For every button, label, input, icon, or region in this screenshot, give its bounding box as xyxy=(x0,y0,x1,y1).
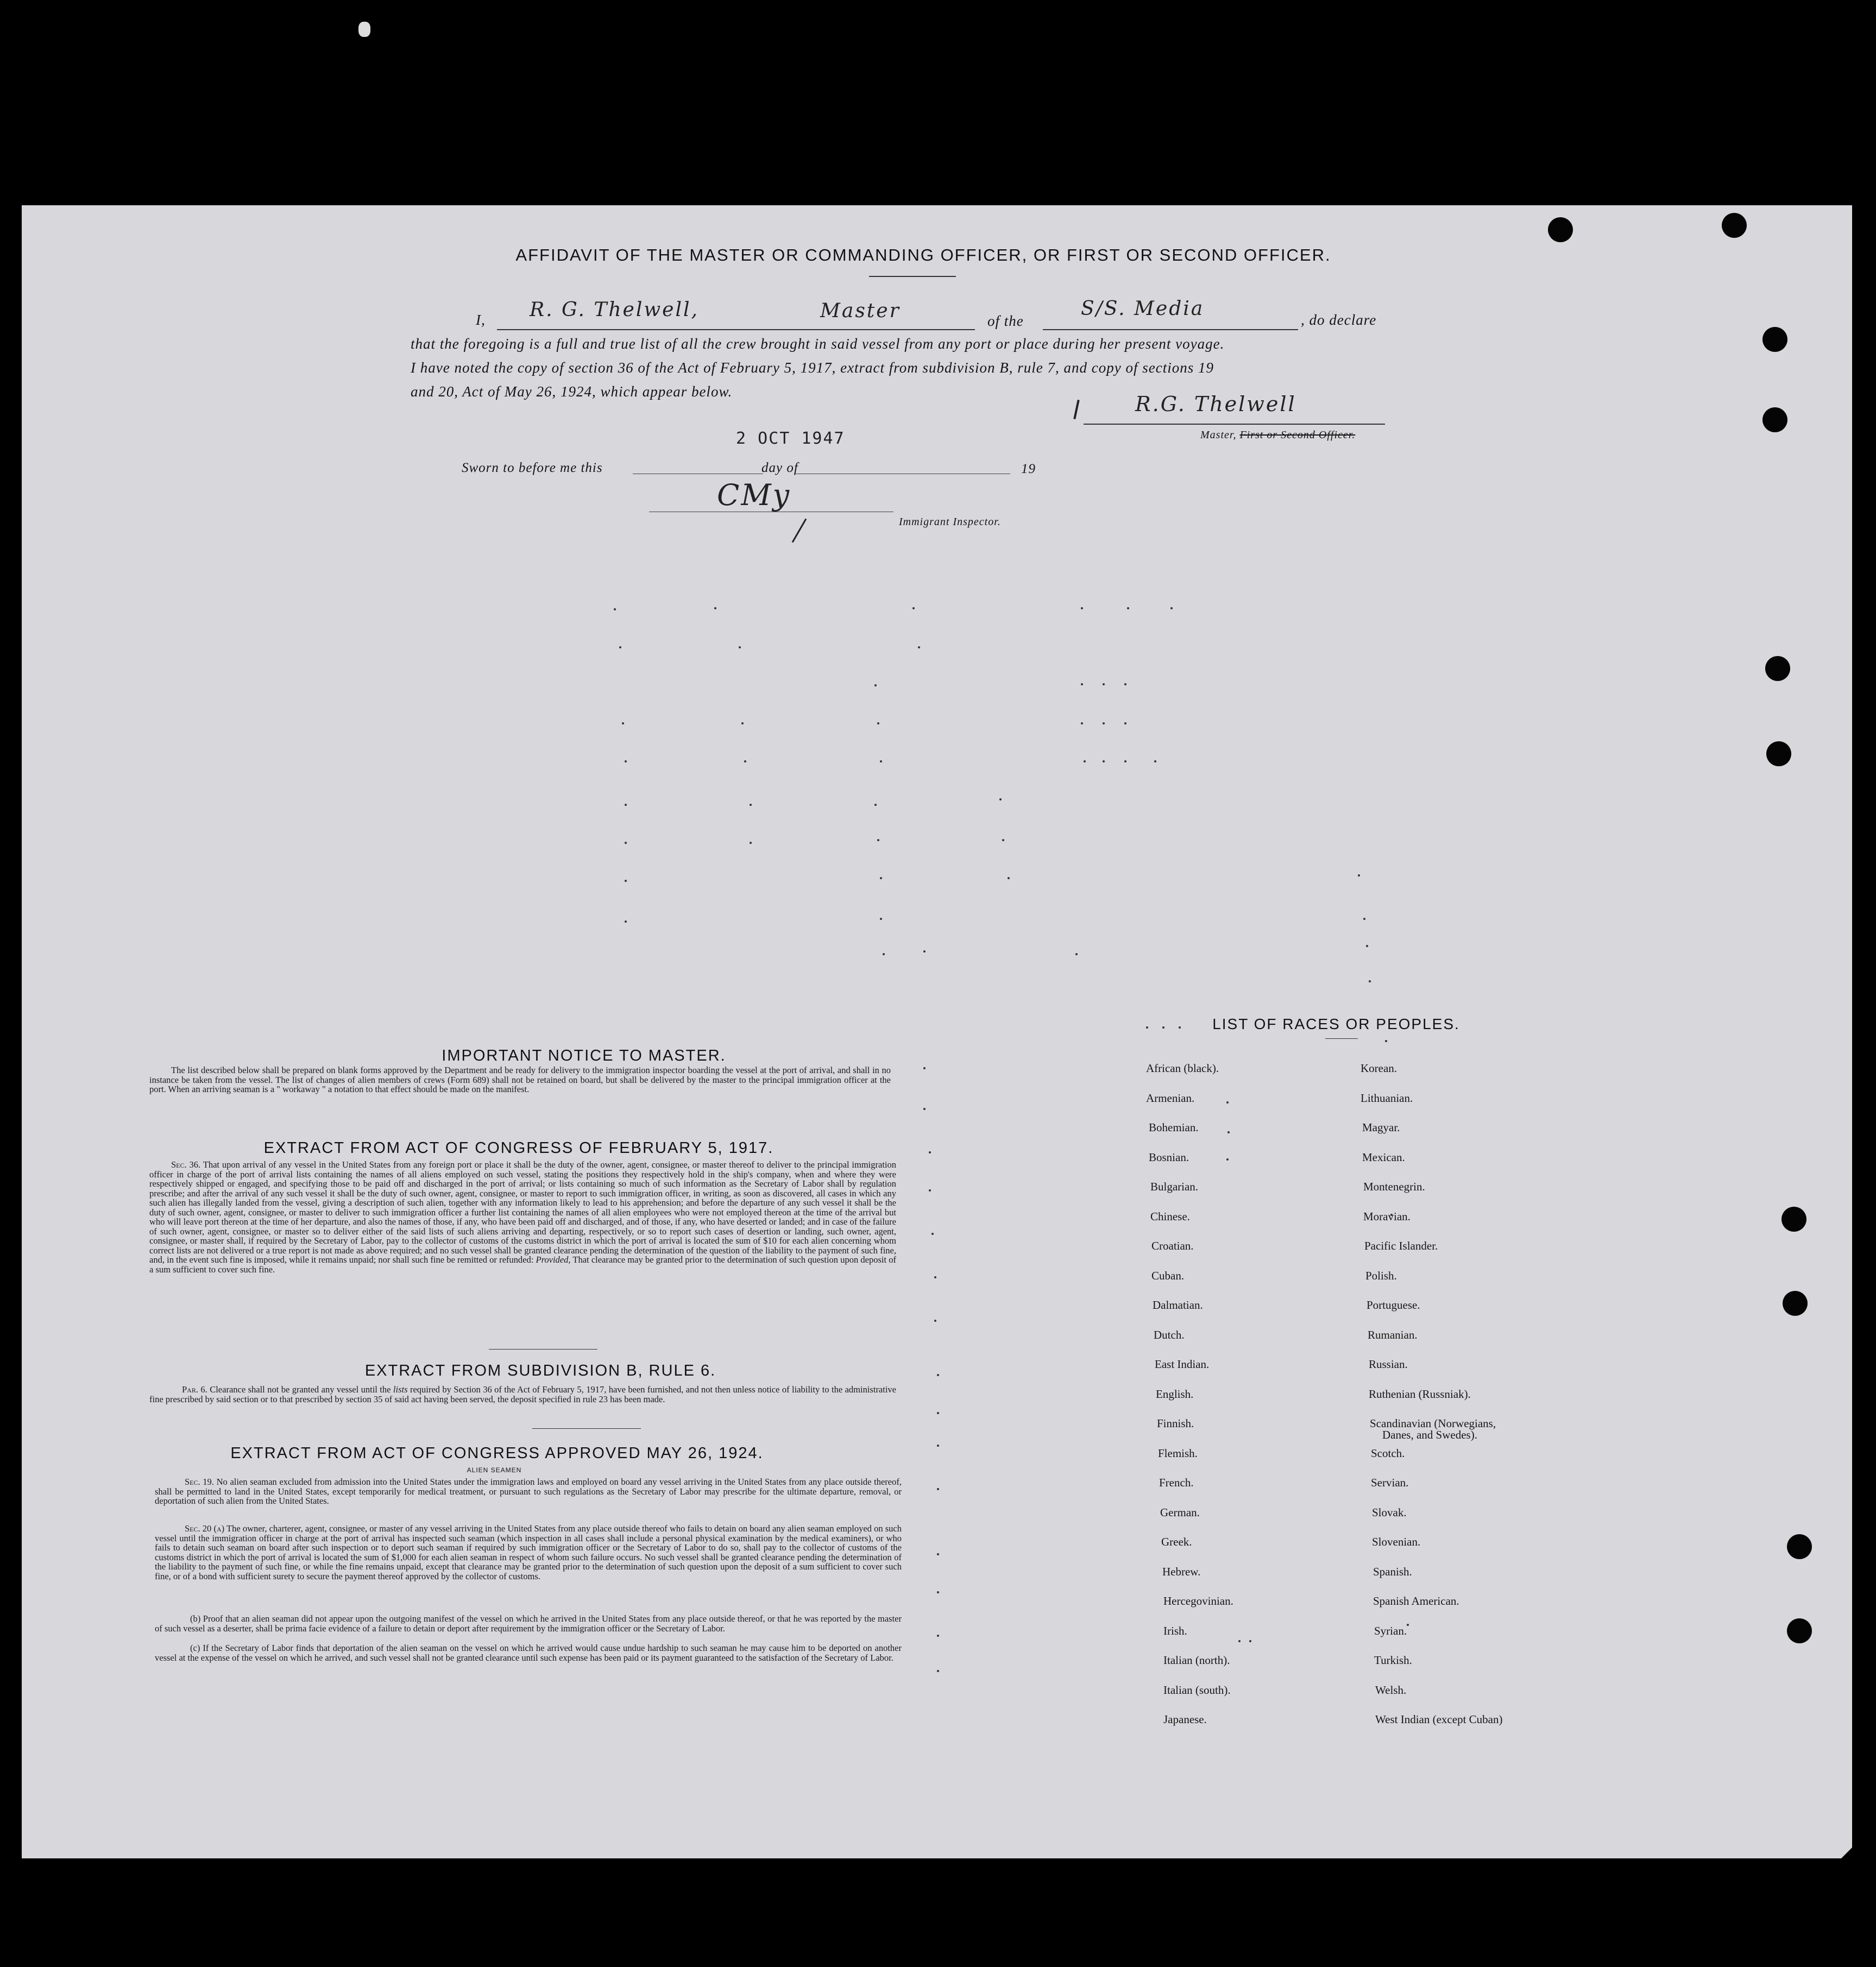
race-item: Spanish. xyxy=(1373,1565,1412,1578)
sec-36-label: Sec. 36. xyxy=(171,1159,201,1170)
race-item: Servian. xyxy=(1371,1476,1409,1489)
inspector-caption: Immigrant Inspector. xyxy=(899,516,1001,528)
punch-hole xyxy=(1787,1534,1812,1559)
scan-dot xyxy=(1154,760,1156,762)
scan-dot xyxy=(937,1591,939,1593)
year-prefix: 19 xyxy=(1021,462,1036,476)
scan-dot xyxy=(918,646,920,648)
rule-6-body xyxy=(149,1385,896,1404)
affidavit-i-prefix: I, xyxy=(476,312,486,328)
scan-dot xyxy=(1385,1040,1387,1042)
scan-dot xyxy=(934,1276,936,1278)
scan-dot xyxy=(880,877,882,879)
race-item: Hebrew. xyxy=(1162,1565,1201,1578)
date-stamp: 2 OCT 1947 xyxy=(736,429,845,448)
race-item: Flemish. xyxy=(1158,1446,1198,1460)
scan-dot xyxy=(625,804,627,806)
rule-6-text-b: required by Section 36 of the Act of February 5, 1917, have been furnished, and not then unless notice of liability to the administrative fine prescribed by said section or to that prescribed by section 35 of said act having been served, the deposit specified in rule 23 has been made. xyxy=(149,1384,897,1404)
master-name: R. G. Thelwell, xyxy=(530,299,699,321)
sec-19 xyxy=(155,1477,902,1506)
sec-36-tail: That clearance may be granted prior to the determination of such question upon deposit of a sum sufficient to cover such fine. xyxy=(149,1254,897,1275)
title-rule xyxy=(869,276,956,277)
race-item: Moravian. xyxy=(1363,1209,1411,1223)
notice-body: The list described below shall be prepared on blank forms approved by the Department and be ready for delivery to the immigration inspector boarding the vessel at the port of arrival, and shall in no instance be taken from the vessel. The list of changes of alien members of crews (Form 689) shall not be retained on board, but shall be delivered by the master to the principal immigration officer at the port. When an arriving seaman is a " workaway " a notation to that effect should be made on the manifest. xyxy=(149,1065,891,1094)
scan-dot xyxy=(937,1445,939,1447)
race-item: Mexican. xyxy=(1362,1150,1405,1164)
races-title-rule xyxy=(1325,1038,1358,1039)
section-rule xyxy=(532,1428,641,1429)
scan-dot xyxy=(937,1412,939,1414)
rule-6-text-a: Clearance shall not be granted any vessel until the xyxy=(210,1384,391,1395)
race-item: Slovak. xyxy=(1372,1505,1407,1519)
document-sheet xyxy=(22,205,1852,1858)
scan-dot xyxy=(1363,918,1365,920)
sec-20b-text: Proof that an alien seaman did not appear upon the outgoing manifest of the vessel on which he arrived in the United States from any place outside thereof, or that he was reported by the master of such vessel as a deserter, shall be prima facie evidence of a failure to detain or deport after requirement by the immigration officer or the Secretary of Labor. xyxy=(155,1613,902,1634)
race-item: West Indian (except Cuban) xyxy=(1375,1713,1503,1726)
scan-dot xyxy=(929,1151,931,1153)
scan-dot xyxy=(1103,760,1105,762)
scan-dot xyxy=(880,760,882,762)
scan-dot xyxy=(929,1189,931,1191)
scan-dot xyxy=(1227,1131,1230,1133)
race-item: Korean. xyxy=(1361,1062,1397,1075)
scan-dot xyxy=(937,1374,939,1376)
lists-word: lists xyxy=(393,1384,408,1395)
punch-hole xyxy=(1548,217,1573,242)
scan-dot xyxy=(1124,683,1126,685)
scan-dot xyxy=(937,1670,939,1672)
race-item: Armenian. xyxy=(1146,1091,1195,1105)
affidavit-line-4: and 20, Act of May 26, 1924, which appear below. xyxy=(411,383,733,400)
master-caption xyxy=(1200,429,1355,442)
race-item: Greek. xyxy=(1161,1535,1192,1548)
race-item: Ruthenian (Russniak). xyxy=(1369,1387,1471,1401)
scan-dot xyxy=(714,607,716,609)
scan-dot xyxy=(1226,1101,1229,1104)
sec-20a xyxy=(155,1524,902,1581)
master-signature: R.G. Thelwell xyxy=(1135,392,1296,416)
master-signature-line xyxy=(1084,424,1385,425)
scan-dot xyxy=(744,760,746,762)
scan-dot xyxy=(1249,1640,1251,1642)
race-item: Lithuanian. xyxy=(1361,1091,1413,1105)
affidavit-title: AFFIDAVIT OF THE MASTER OR COMMANDING OFFICER, OR FIRST OR SECOND OFFICER. xyxy=(515,245,1331,264)
race-item: Dalmatian. xyxy=(1153,1298,1203,1312)
alien-seamen-subtitle: ALIEN SEAMEN xyxy=(467,1466,522,1474)
race-item: Turkish. xyxy=(1374,1654,1412,1667)
scan-dot xyxy=(999,798,1002,800)
master-caption-prefix: Master, xyxy=(1200,429,1237,441)
scan-dot xyxy=(1366,945,1368,947)
scan-dot xyxy=(874,684,877,686)
extract-1917-body xyxy=(149,1160,896,1274)
section-rule xyxy=(489,1349,597,1350)
sec-20c xyxy=(155,1643,902,1662)
scan-dot xyxy=(741,722,744,724)
scan-dot xyxy=(880,918,882,920)
scan-dot xyxy=(931,1233,934,1235)
of-the-label: of the xyxy=(987,313,1024,329)
scan-dot xyxy=(1081,683,1083,685)
punch-hole xyxy=(1787,1618,1812,1643)
punch-hole xyxy=(1783,1291,1808,1316)
scan-dot xyxy=(1103,683,1105,685)
provided-word: Provided, xyxy=(536,1254,571,1265)
scan-dot xyxy=(625,760,627,762)
notice-title: IMPORTANT NOTICE TO MASTER. xyxy=(442,1047,726,1064)
race-item: Spanish American. xyxy=(1373,1594,1459,1607)
race-item: Chinese. xyxy=(1150,1209,1190,1223)
sec-20c-text: If the Secretary of Labor finds that deportation of the alien seaman on the vessel on which he arrived would cause undue hardship to such seaman he may cause him to be deported on another vessel at the expense of the vessel on which he arrived, and such vessel shall not be granted clearance until such expense has been paid or its payment guaranteed to the satisfaction of the Secretary of Labor. xyxy=(155,1643,902,1663)
race-item: French. xyxy=(1159,1476,1194,1489)
scan-dot xyxy=(1103,722,1105,724)
punch-hole xyxy=(1765,656,1790,681)
race-item: Japanese. xyxy=(1163,1713,1207,1726)
sec-20c-label: (c) xyxy=(190,1643,200,1653)
race-item: Welsh. xyxy=(1375,1683,1407,1697)
day-of-label: day of xyxy=(761,461,798,475)
sec-20a-text: The owner, charterer, agent, consignee, or master of any vessel arriving in the United States from any place outside thereof who fails to detain on board any alien seaman employed on such vessel until the immigration officer in charge at the port of arrival has inspected such seaman (which inspection in all cases shall include a personal physical examination by the medical examiners), or who fails to detain such seaman on board after such inspection or to deport such seaman if required by such immigration officer or the Secretary of Labor to do so, shall pay to the collector of customs of the customs district in which the port of arrival is located the sum of $1,000 for each alien seaman in respect of whom such failure occurs. No such vessel shall be granted clearance pending the determination of the liability to the payment of such fine, or while the fine remains unpaid, except that clearance may be granted prior to the determination of such question upon the deposit of a sum sufficient to cover such fine, or of a bond with sufficient surety to secure the payment thereof approved by the collector of customs. xyxy=(155,1523,902,1581)
sheet-corner-fold xyxy=(1836,1831,1868,1864)
punch-hole xyxy=(1762,327,1787,352)
master-name-line xyxy=(497,329,975,330)
scan-dot xyxy=(1407,1624,1409,1626)
vessel-name: S/S. Media xyxy=(1081,298,1205,320)
scan-dot xyxy=(912,607,915,609)
race-item: Finnish. xyxy=(1157,1417,1194,1430)
race-item: Italian (north). xyxy=(1163,1654,1230,1667)
punch-hole xyxy=(1762,407,1787,432)
scan-dot xyxy=(1002,839,1004,841)
punch-hole xyxy=(1766,741,1791,766)
scan-dot xyxy=(937,1553,939,1555)
scan-dot xyxy=(1084,760,1086,762)
rule-6-title: EXTRACT FROM SUBDIVISION B, RULE 6. xyxy=(364,1362,716,1379)
scan-dot xyxy=(739,646,741,648)
race-item: Irish. xyxy=(1163,1624,1187,1637)
scan-dot xyxy=(1124,722,1126,724)
race-item: Slovenian. xyxy=(1372,1535,1421,1548)
scan-dot xyxy=(877,839,879,841)
sworn-prefix: Sworn to before me this xyxy=(462,461,603,475)
scandinavian-continuation: Danes, and Swedes). xyxy=(1382,1428,1477,1441)
scan-dot xyxy=(874,804,877,806)
scan-dot xyxy=(1124,760,1126,762)
race-item: Portuguese. xyxy=(1367,1298,1420,1312)
scan-dot xyxy=(937,1635,939,1637)
race-item: Bosnian. xyxy=(1149,1150,1189,1164)
affidavit-line-3: I have noted the copy of section 36 of the Act of February 5, 1917, extract from subdivision B, rule 7, and copy of sections 19 xyxy=(411,360,1214,376)
scan-dot xyxy=(1146,1026,1148,1029)
race-item: Polish. xyxy=(1365,1269,1397,1282)
scan-dot xyxy=(923,1067,926,1069)
scan-dot xyxy=(1008,877,1010,879)
race-item: Hercegovinian. xyxy=(1163,1594,1233,1607)
scan-dot xyxy=(1162,1026,1164,1029)
race-item: Cuban. xyxy=(1151,1269,1185,1282)
scan-dot xyxy=(1170,607,1173,609)
scan-dot xyxy=(614,608,616,610)
race-item: Montenegrin. xyxy=(1363,1180,1425,1193)
scan-dot xyxy=(1358,874,1360,877)
scan-dot xyxy=(750,842,752,844)
extract-1917-title: EXTRACT FROM ACT OF CONGRESS OF FEBRUARY 5, 1917. xyxy=(263,1139,774,1157)
scan-dot xyxy=(1226,1158,1229,1161)
race-item: English. xyxy=(1156,1387,1194,1401)
race-item: Russian. xyxy=(1369,1358,1408,1371)
scan-dot xyxy=(750,804,752,806)
sec-19-text: No alien seaman excluded from admission into the United States under the immigration laws and employed on board any vessel arriving in the United States from any place outside thereof, shall be permitted to land in the United States, except temporarily for medical treatment, or pursuant to such regulations as the Secretary of Labor may prescribe for the ultimate departure, removal, or deportation of such alien from the United States. xyxy=(155,1477,902,1506)
scan-dot xyxy=(883,953,885,955)
race-item: Italian (south). xyxy=(1163,1683,1231,1697)
scan-dot xyxy=(923,950,926,953)
scan-dot xyxy=(1081,607,1083,609)
sec-20b-label: (b) xyxy=(190,1613,201,1624)
race-item: Bulgarian. xyxy=(1150,1180,1199,1193)
vessel-line xyxy=(1043,329,1298,330)
races-title: LIST OF RACES OR PEOPLES. xyxy=(1212,1016,1460,1032)
race-item: Bohemian. xyxy=(1149,1121,1199,1134)
scan-dot xyxy=(625,842,627,844)
scan-dot xyxy=(625,880,627,882)
dust-speck xyxy=(358,22,370,37)
extract-1924-title: EXTRACT FROM ACT OF CONGRESS APPROVED MAY 26, 1924. xyxy=(230,1445,764,1462)
master-rank: Master xyxy=(820,300,901,322)
scan-dot xyxy=(1369,980,1371,982)
race-item: Scotch. xyxy=(1371,1446,1405,1460)
race-item: Syrian. xyxy=(1374,1624,1407,1637)
scan-dot xyxy=(1081,722,1083,724)
inspector-signature: CMy xyxy=(717,478,791,512)
race-item: Scandinavian (Norwegians, xyxy=(1370,1417,1496,1430)
scan-dot xyxy=(923,1108,926,1110)
scan-dot xyxy=(877,722,879,724)
punch-hole xyxy=(1722,213,1747,238)
race-item: Dutch. xyxy=(1154,1328,1185,1341)
scan-dot xyxy=(1127,607,1129,609)
punch-hole xyxy=(1781,1207,1806,1232)
scan-dot xyxy=(622,722,624,724)
race-item: Pacific Islander. xyxy=(1364,1239,1438,1252)
scan-dot xyxy=(1075,953,1078,955)
race-item: African (black). xyxy=(1146,1062,1219,1075)
scan-dot xyxy=(1238,1640,1241,1642)
sec-20b xyxy=(155,1614,902,1633)
race-item: Rumanian. xyxy=(1368,1328,1418,1341)
scan-dot xyxy=(625,921,627,923)
sec-36-text: That upon arrival of any vessel in the United States from any foreign port or place it shall be the duty of the owner, agent, consignee, or master thereof to deliver to the principal immigration officer in charge of the port of arrival lists containing the names of all aliens employed on such vessel, stating the positions they respectively hold in the ship's company, when and where they were respectively shipped or engaged, and specifying those to be paid off and discharged in the port of arrival; or lists containing so much of such information as the Secretary of Labor shall by regulation prescribe; and after the arrival of any such vessel it shall be the duty of such owner, agent, consignee, or master to report to such immigration officer, in writing, as soon as discovered, all cases in which any such alien has illegally landed from the vessel, giving a description of such alien, together with any information likely to lead to his apprehension; and before the departure of any such vessel it shall be the duty of such owner, agent, consignee, or master to deliver to such immigration officer a further list containing the names of all alien employees who were not employed thereon at the time of the arrival but who will leave port thereon at the time of her departure, and also the names of those, if any, who have been paid off and discharged, and of those, if any, who have deserted or landed; and in case of the failure of such owner, agent, consignee, or master so to deliver either of the said lists of such aliens arriving and departing, respectively, or so to report such cases of desertion or landing, such owner, agent, consignee, or master shall, if required by the Secretary of Labor, pay to the collector of customs of the customs district in which the port of arrival is located the sum of $10 for each alien concerning whom correct lists are not delivered or a true report is not made as above required; and no such vessel shall be granted clearance pending the determination of the question of the liability to the payment of such fine, and, in the event such fine is imposed, while it remains unpaid; nor shall such fine be remitted or refunded: xyxy=(149,1159,896,1265)
race-item: Magyar. xyxy=(1362,1121,1400,1134)
scan-dot xyxy=(619,646,621,648)
scan-dot xyxy=(937,1488,939,1490)
scan-dot xyxy=(934,1320,936,1322)
race-item: German. xyxy=(1160,1505,1200,1519)
par-6-label: Par. 6. xyxy=(182,1384,207,1395)
race-item: East Indian. xyxy=(1155,1358,1210,1371)
sec-19-label: Sec. 19. xyxy=(185,1477,214,1487)
sec-20-label: Sec. 20 (a) xyxy=(185,1523,225,1534)
master-caption-struck: First or Second Officer. xyxy=(1239,429,1356,441)
race-item: Croatian. xyxy=(1151,1239,1194,1252)
affidavit-line-2: that the foregoing is a full and true list of all the crew brought in said vessel from any port or place during her present voyage. xyxy=(411,336,1225,352)
do-declare-label: , do declare xyxy=(1301,312,1377,328)
